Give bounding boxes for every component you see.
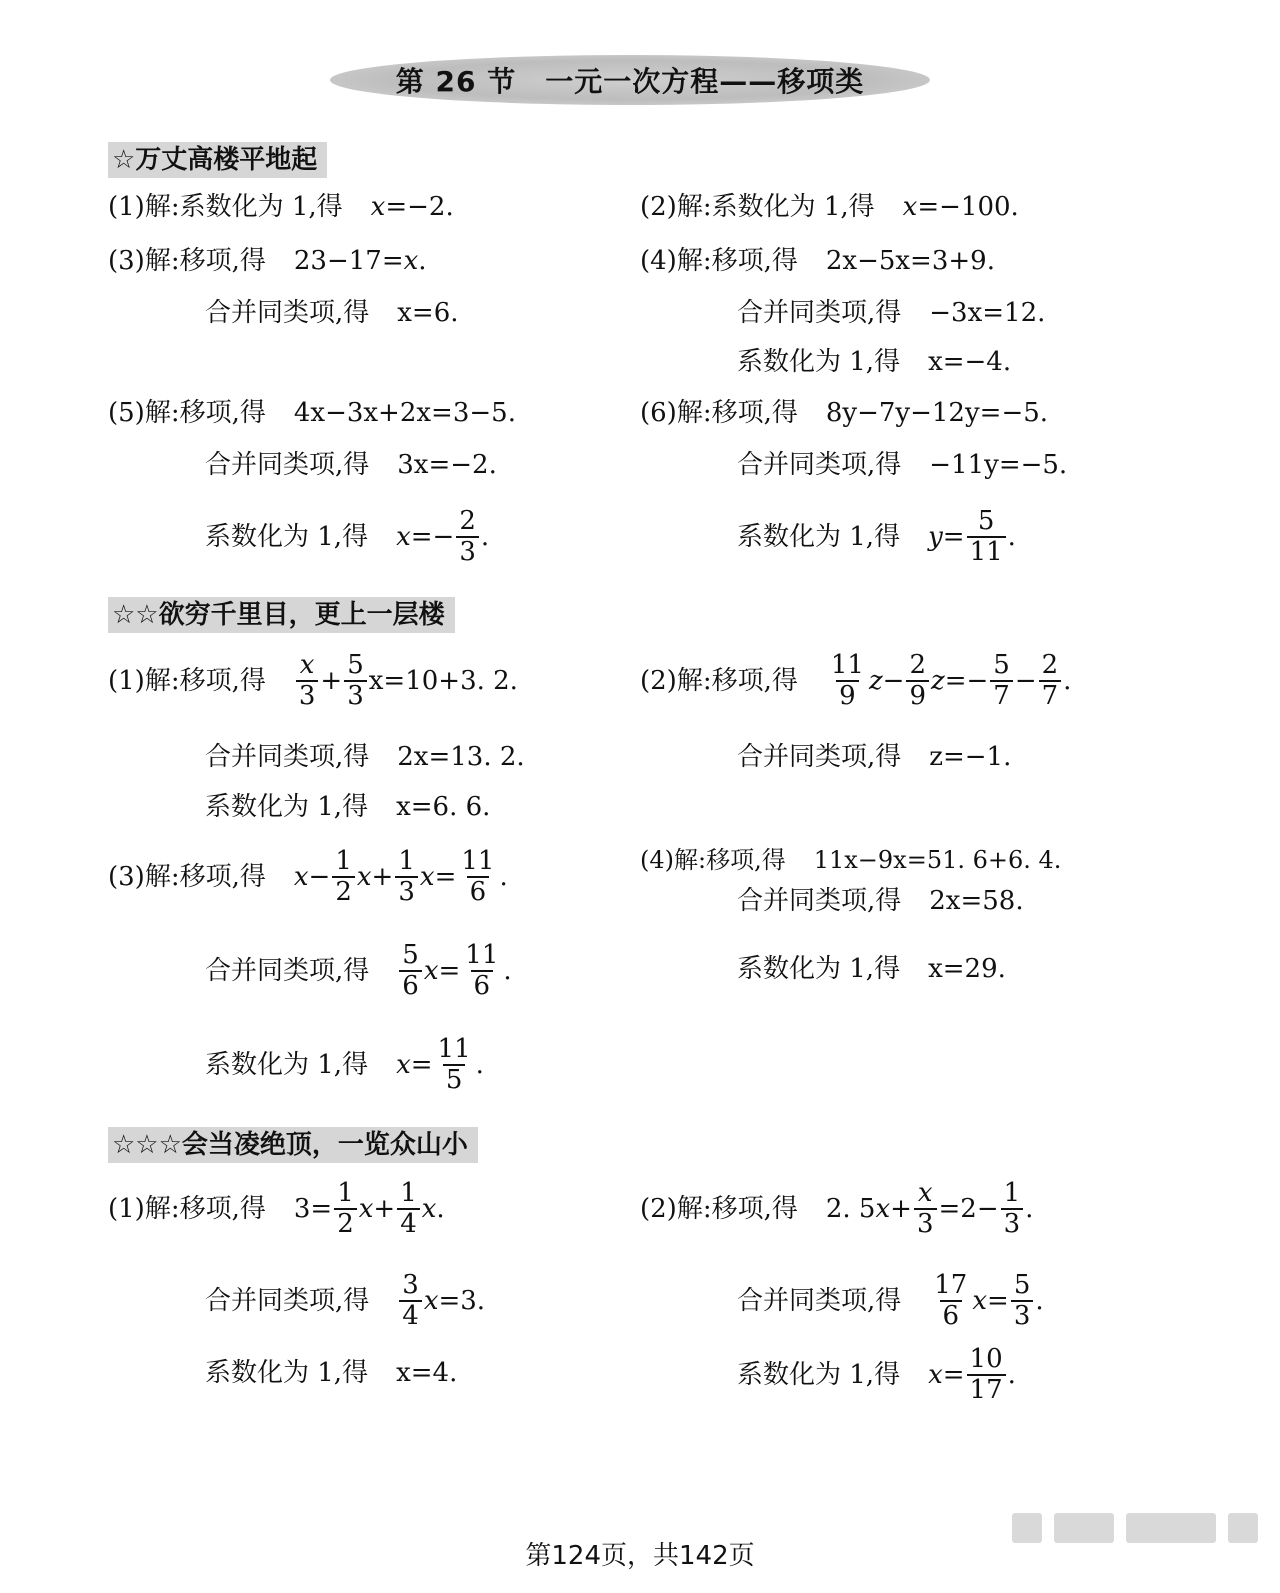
step-label: (6)解:移项,得 xyxy=(640,398,798,428)
step-label: 系数化为 1,得 xyxy=(737,347,901,377)
problem-2-3: (3)解:移项,得 x − $\frac{1}{2}$ x + $\frac{1}{3}$ x = $\frac{11}{6}$ . xyxy=(108,846,508,908)
problem-2-2-combine xyxy=(737,742,1011,773)
problem-1-2: (2)解:系数化为 1,得 x =−100. xyxy=(640,192,1019,222)
problem-1-3-combine xyxy=(205,298,459,329)
step-label: (2)解:移项,得 xyxy=(640,1193,798,1224)
problem-3-2-combine: 合并同类项,得 $\frac{17}{6}$ x = $\frac{5}{3}$ . xyxy=(737,1270,1044,1332)
step-label: (1)解:移项,得 xyxy=(108,1193,266,1224)
problem-1-5-combine xyxy=(205,450,497,481)
problem-1-1: (1)解:系数化为 1,得 x =−2. xyxy=(108,192,454,222)
equation-text: x=−4. xyxy=(928,347,1012,377)
section-header-2: ☆☆欲穷千里目，更上一层楼 xyxy=(108,597,455,633)
equation-text: x=10+3. 2. xyxy=(368,665,518,696)
step-label: (2)解:系数化为 1,得 xyxy=(640,192,875,222)
step-label: 系数化为 1,得 xyxy=(205,1049,369,1080)
equation-text: =−100. xyxy=(917,192,1019,222)
section-header-1: ☆万丈高楼平地起 xyxy=(108,142,327,178)
equation-text: 2x=13. 2. xyxy=(397,742,525,772)
step-label: 合并同类项,得 xyxy=(205,1285,370,1316)
problem-2-1-combine xyxy=(205,742,525,773)
step-label: (3)解:移项,得 xyxy=(108,246,266,276)
step-label: 系数化为 1,得 xyxy=(737,521,901,552)
problem-2-4 xyxy=(640,846,1061,875)
equation-text: 3x=−2. xyxy=(397,450,497,480)
equation-text: −3x=12. xyxy=(929,298,1046,328)
equation-text: z=−1. xyxy=(929,742,1012,772)
equation-text: x=29. xyxy=(928,954,1006,984)
problem-2-4-combine xyxy=(737,886,1024,917)
step-label: (5)解:移项,得 xyxy=(108,398,266,428)
problem-1-5 xyxy=(108,398,516,429)
equation-text: x=6. xyxy=(397,298,459,328)
equation-text: 2x−5x=3+9. xyxy=(825,246,995,276)
equation-text: x=6. 6. xyxy=(396,792,491,822)
step-label: 合并同类项,得 xyxy=(737,1285,902,1316)
problem-3-1-combine: 合并同类项,得 $\frac{3}{4}$ x =3. xyxy=(205,1270,486,1332)
step-label: 系数化为 1,得 xyxy=(737,954,901,984)
step-label: (4)解:移项,得 xyxy=(640,246,798,276)
step-label: (3)解:移项,得 xyxy=(108,861,266,892)
step-label: 系数化为 1,得 xyxy=(737,1359,901,1390)
equation-text: 8y−7y−12y=−5. xyxy=(825,398,1049,428)
step-label: 合并同类项,得 xyxy=(737,886,902,916)
equation-text: −11y=−5. xyxy=(929,450,1068,480)
problem-2-4-coef xyxy=(737,954,1006,985)
problem-3-2: (2)解:移项,得 2. 5 x + $\frac{x}{3}$ =2− $\frac{1}{3}$ . xyxy=(640,1178,1034,1240)
step-label: 合并同类项,得 xyxy=(205,742,370,772)
problem-1-4 xyxy=(640,246,995,277)
equation-text: 2x=58. xyxy=(929,886,1024,916)
problem-1-6-combine xyxy=(737,450,1067,481)
problem-2-3-combine: 合并同类项,得 $\frac{5}{6}$ x = $\frac{11}{6}$ . xyxy=(205,940,512,1002)
step-label: (2)解:移项,得 xyxy=(640,665,798,696)
equation-text: 23−17= xyxy=(293,246,404,276)
step-label: 合并同类项,得 xyxy=(205,450,370,480)
step-label: (1)解:移项,得 xyxy=(108,665,266,696)
step-label: 合并同类项,得 xyxy=(737,742,902,772)
step-label: (1)解:系数化为 1,得 xyxy=(108,192,343,222)
step-label: 系数化为 1,得 xyxy=(205,1358,369,1388)
problem-1-6-coef: 系数化为 1,得 y = $\frac{5}{11}$ . xyxy=(737,506,1016,568)
step-label: 合并同类项,得 xyxy=(737,298,902,328)
equation-text: x=4. xyxy=(396,1358,458,1388)
problem-2-2: (2)解:移项,得 $\frac{11}{9}$ z − $\frac{2}{9}$ z =− $\frac{5}{7}$ − $\frac{2}{7}$ . xyxy=(640,650,1072,712)
problem-3-2-coef: 系数化为 1,得 x = $\frac{10}{17}$ . xyxy=(737,1344,1016,1406)
problem-1-5-coef: 系数化为 1,得 x =− $\frac{2}{3}$ . xyxy=(205,506,490,568)
problem-2-1: (1)解:移项,得 $\frac{x}{3}$ + $\frac{5}{3}$ x=10+3. 2. xyxy=(108,650,518,712)
section-header-3: ☆☆☆会当凌绝顶，一览众山小 xyxy=(108,1127,478,1163)
step-label: 合并同类项,得 xyxy=(205,955,370,986)
step-label: (4)解:移项,得 xyxy=(640,846,786,874)
equation-text: 11x−9x=51. 6+6. 4. xyxy=(813,846,1062,874)
section-title-banner xyxy=(330,55,930,105)
problem-1-4-combine xyxy=(737,298,1045,329)
equation-text: =−2. xyxy=(385,192,454,222)
problem-3-1: (1)解:移项,得 3= $\frac{1}{2}$ x + $\frac{1}{4}$ x . xyxy=(108,1178,445,1240)
problem-1-4-coef xyxy=(737,347,1011,378)
equation-text: 4x−3x+2x=3−5. xyxy=(293,398,516,428)
page-number: 第124页，共142页 xyxy=(525,1541,755,1571)
step-label: 系数化为 1,得 xyxy=(205,521,369,552)
problem-3-1-coef xyxy=(205,1358,457,1389)
page-title: 第 26 节 一元一次方程——移项类 xyxy=(395,65,865,98)
step-label: 合并同类项,得 xyxy=(205,298,370,328)
problem-1-3: (3)解:移项,得 23−17= x . xyxy=(108,246,427,276)
problem-2-1-coef xyxy=(205,792,490,823)
step-label: 合并同类项,得 xyxy=(737,450,902,480)
step-label: 系数化为 1,得 xyxy=(205,792,369,822)
problem-2-3-coef: 系数化为 1,得 x = $\frac{11}{5}$ . xyxy=(205,1034,484,1096)
problem-1-6 xyxy=(640,398,1048,429)
